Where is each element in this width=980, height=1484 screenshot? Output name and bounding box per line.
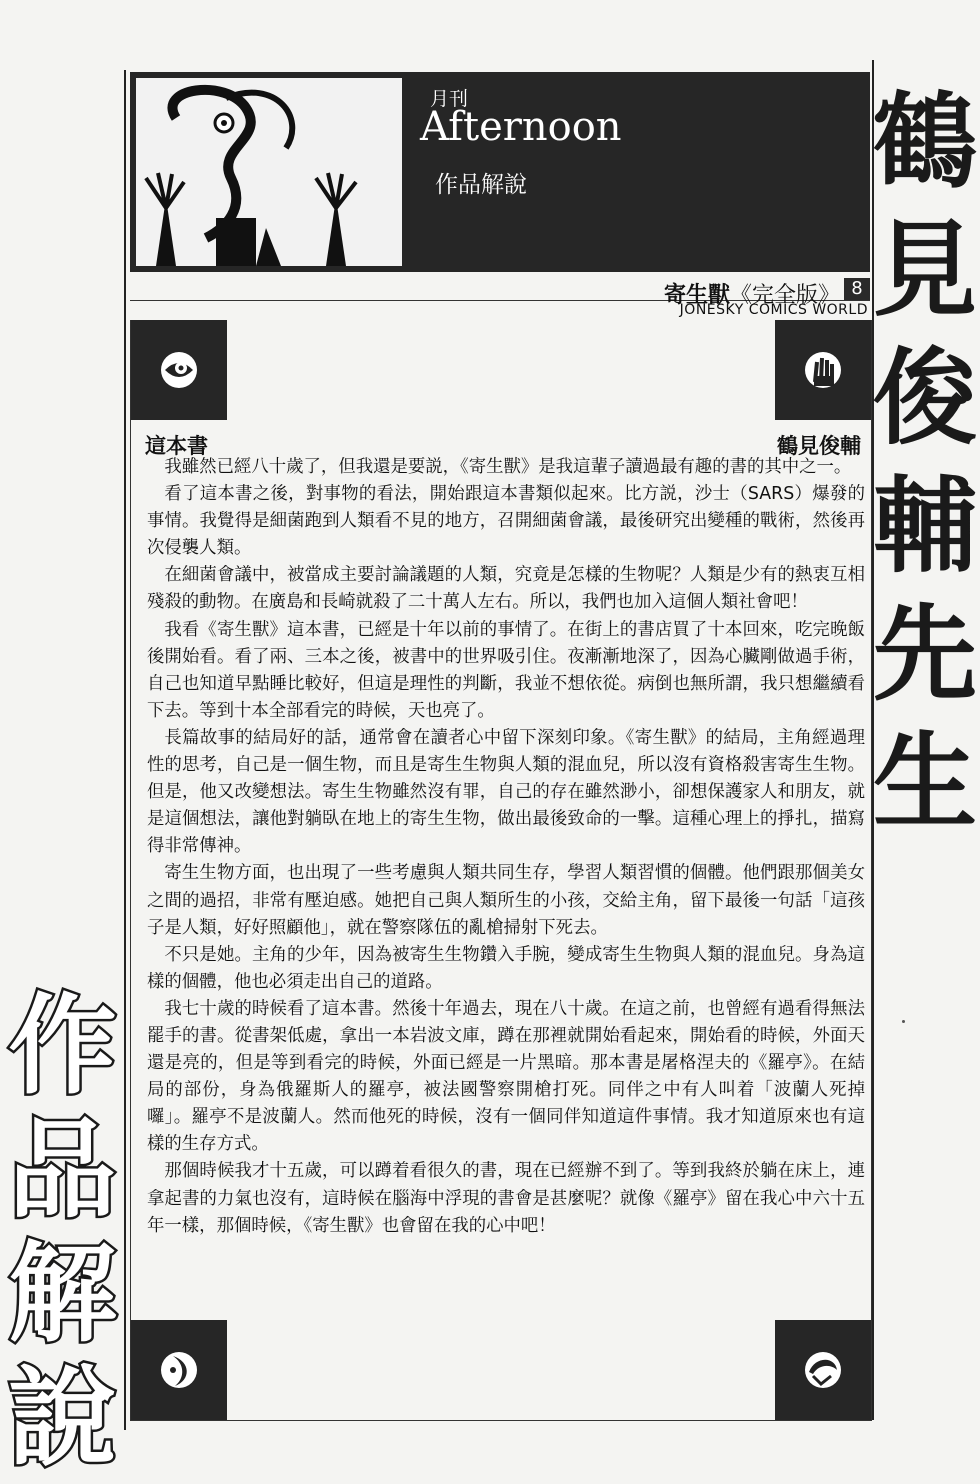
article-paragraph: 那個時候我才十五歲，可以蹲着看很久的書，現在已經辦不到了。等到我終於躺在床上，連拿起書的力氣也沒有，這時候在腦海中浮現的書會是甚麼呢？就像《羅亭》留在我心中六十五年一樣，那個時候，《寄生獸》也會留在我的心中吧！ bbox=[147, 1161, 865, 1236]
parasite-blade-icon bbox=[131, 1320, 227, 1420]
print-speck bbox=[902, 1020, 905, 1023]
publisher-label: JONESKY COMICS WORLD bbox=[679, 302, 868, 318]
side-title-char: 先 bbox=[872, 593, 977, 715]
article-paragraph: 寄生生物方面，也出現了一些考慮與人類共同生存，學習人類習慣的個體。他們跟那個美女之間的過招，非常有壓迫感。她把自己與人類所生的小孩，交給主角，留下最後一句話「這孩子是人類，好好照顧他」，就在警察隊伍的亂槍掃射下死去。 bbox=[147, 863, 865, 938]
parasite-eye-icon bbox=[131, 320, 227, 420]
side-subtitle bbox=[0, 985, 125, 1481]
section-title: 作品解說 bbox=[435, 172, 527, 198]
side-subtitle-char: 作 bbox=[8, 984, 117, 1109]
side-title-char: 鶴 bbox=[872, 81, 977, 203]
magazine-title: Afternoon bbox=[420, 104, 622, 150]
side-title-char: 俊 bbox=[872, 337, 977, 459]
parasite-hand-icon bbox=[775, 320, 871, 420]
article-paragraph: 看了這本書之後，對事物的看法，開始跟這本書類似起來。比方説，沙士（SARS）爆發的事情。我覺得是細菌跑到人類看不見的地方，召開細菌會議，最後研究出變種的戰術，然後再次侵襲人類。 bbox=[147, 484, 865, 559]
article-paragraph: 長篇故事的結局好的話，通常會在讀者心中留下深刻印象。《寄生獸》的結局，主角經過理性的思考，自己是一個生物，而且是寄生生物與人類的混血兒，所以沒有資格殺害寄生生物。但是，他又改變想法。寄生生物雖然沒有罪，自己的存在雖然渺小，卻想保護家人和朋友，就是這個想法，讓他對躺臥在地上的寄生生物，做出最後致命的一擊。這種心理上的掙扎，描寫得非常傳神。 bbox=[147, 727, 865, 857]
parasite-mouth-icon bbox=[775, 1320, 871, 1420]
article-author: 鶴見俊輔 bbox=[777, 434, 861, 458]
series-name: 寄生獸 bbox=[663, 283, 730, 308]
side-subtitle-char: 品 bbox=[8, 1108, 117, 1233]
article-body bbox=[147, 454, 865, 1240]
side-title-char: 輔 bbox=[872, 465, 977, 587]
article-paragraph: 在細菌會議中，被當成主要討論議題的人類，究竟是怎樣的生物呢？人類是少有的熱衷互相殘殺的動物。在廣島和長崎就殺了二十萬人左右。所以，我們也加入這個人類社會吧！ bbox=[147, 565, 865, 613]
parasite-illustration-icon bbox=[136, 78, 402, 266]
magazine-kicker: 月刊 bbox=[430, 88, 469, 110]
page-number: 8 bbox=[844, 278, 870, 300]
side-title bbox=[870, 78, 980, 846]
series-strip bbox=[130, 278, 870, 318]
article-paragraph: 我雖然已經八十歲了，但我還是要説，《寄生獸》是我這輩子讀過最有趣的書的其中之一。 bbox=[164, 457, 852, 477]
magazine-header bbox=[130, 72, 870, 272]
series-edition: 《完全版》 bbox=[729, 283, 840, 308]
side-title-char: 見 bbox=[872, 209, 977, 331]
article-paragraph: 我七十歲的時候看了這本書。然後十年過去，現在八十歲。在這之前，也曾經有過看得無法罷手的書。從書架低處，拿出一本岩波文庫，蹲在那裡就開始看起來，開始看的時候，外面天還是亮的，但是等到看完的時候，外面已經是一片黑暗。那本書是屠格涅夫的《羅亭》。在結局的部份，身為俄羅斯人的羅亭，被法國警察開槍打死。同伴之中有人叫着「波蘭人死掉囉」。羅亭不是波蘭人。然而他死的時候，沒有一個同伴知道這件事情。我才知道原來也有這樣的生存方式。 bbox=[147, 998, 865, 1155]
side-subtitle-char: 解 bbox=[8, 1232, 117, 1357]
article-paragraph: 不只是她。主角的少年，因為被寄生生物鑽入手腕，變成寄生生物與人類的混血兒。身為這樣的個體，他也必須走出自己的道路。 bbox=[147, 944, 865, 992]
article-box bbox=[130, 320, 872, 1421]
side-subtitle-char: 說 bbox=[8, 1356, 117, 1481]
side-title-char: 生 bbox=[872, 721, 977, 843]
article-subheading: 這本書 bbox=[145, 434, 208, 458]
article-paragraph: 我看《寄生獸》這本書，已經是十年以前的事情了。在街上的書店買了十本回來，吃完晚飯後開始看。看了兩、三本之後，被書中的世界吸引住。夜漸漸地深了，因為心臟剛做過手術，自己也知道早點睡比較好，但這是理性的判斷，我並不想依從。病倒也無所謂，我只想繼續看下去。等到十本全部看完的時候，天也亮了。 bbox=[147, 619, 865, 721]
